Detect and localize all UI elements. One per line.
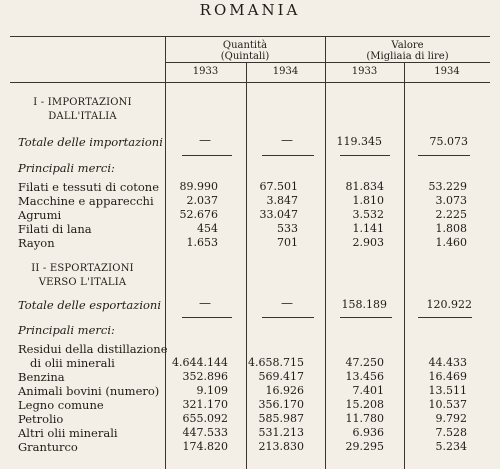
row-cell: 655.092	[182, 412, 228, 425]
export-total-cell: 158.189	[341, 298, 387, 311]
total-underline	[340, 317, 392, 318]
export-total-label: Totale delle esportazioni	[18, 298, 162, 312]
import-principal-label: Principali merci:	[18, 161, 115, 175]
row-label: Benzina	[18, 370, 65, 384]
row-cell: 3.532	[352, 208, 384, 221]
total-underline	[182, 317, 232, 318]
row-cell: 3.847	[266, 194, 298, 207]
row-label: Animali bovini (numero)	[18, 384, 160, 398]
row-cell: 6.936	[352, 426, 384, 439]
header-year-rule	[165, 62, 490, 63]
section-title-export-line2: VERSO L'ITALIA	[38, 277, 127, 288]
import-total-cell: —	[199, 133, 211, 147]
section-title-export-line1: II - ESPORTAZIONI	[31, 263, 134, 274]
header-valore-label: Valore	[391, 40, 424, 51]
header-valore-unit: (Migliaia di lire)	[366, 51, 449, 62]
row-label: Rayon	[18, 236, 55, 250]
header-year: 1933	[351, 66, 378, 77]
row-cell: 569.417	[258, 370, 304, 383]
total-underline	[418, 155, 470, 156]
row-cell: 52.676	[179, 208, 218, 221]
row-cell: 9.109	[196, 384, 228, 397]
row-cell: 447.533	[182, 426, 228, 439]
row-cell: 1.141	[352, 222, 384, 235]
row-label: Legno comune	[18, 398, 104, 412]
page-title: ROMANIA	[199, 1, 301, 19]
header-year: 1933	[192, 66, 219, 77]
row-cell: 89.990	[179, 180, 218, 193]
import-total-label: Totale delle importazioni	[18, 135, 163, 149]
header-year: 1934	[272, 66, 299, 77]
row-cell: 701	[277, 236, 298, 249]
export-total-cell: —	[281, 296, 293, 310]
row-label: Agrumi	[18, 208, 62, 222]
row-cell: 2.903	[352, 236, 384, 249]
row-cell: 1.653	[186, 236, 218, 249]
row-cell: 15.208	[345, 398, 384, 411]
total-underline	[262, 317, 314, 318]
row-cell: 9.792	[435, 412, 467, 425]
row-cell: 13.511	[428, 384, 467, 397]
row-cell: 1.808	[435, 222, 467, 235]
row-cell: 10.537	[428, 398, 467, 411]
export-total-cell: —	[199, 296, 211, 310]
row-label: Granturco	[18, 440, 78, 454]
row-label: Filati e tessuti di cotone	[18, 180, 160, 194]
header-quantita-unit: (Quintali)	[220, 51, 270, 62]
row-label-continuation: di olii minerali	[30, 356, 115, 370]
row-cell: 585.987	[258, 412, 304, 425]
row-cell: 3.073	[435, 194, 467, 207]
total-underline	[340, 155, 390, 156]
row-cell: 531.213	[258, 426, 304, 439]
export-total-cell: 120.922	[426, 298, 472, 311]
row-cell: 47.250	[345, 356, 384, 369]
row-cell: 16.469	[428, 370, 467, 383]
section-title-import-line1: I - IMPORTAZIONI	[33, 97, 132, 108]
row-cell: 213.830	[258, 440, 304, 453]
row-cell: 13.456	[345, 370, 384, 383]
row-cell: 5.234	[435, 440, 467, 453]
row-cell: 44.433	[428, 356, 467, 369]
total-underline	[262, 155, 314, 156]
row-cell: 29.295	[345, 440, 384, 453]
import-total-cell: —	[281, 133, 293, 147]
row-cell: 533	[277, 222, 298, 235]
row-cell: 11.780	[345, 412, 384, 425]
row-label: Macchine e apparecchi	[18, 194, 154, 208]
row-cell: 2.037	[186, 194, 218, 207]
header-valore	[325, 40, 490, 62]
header-top-rule	[10, 36, 490, 37]
section-title-import-line2: DALL'ITALIA	[48, 111, 117, 122]
row-label: Filati di lana	[18, 222, 92, 236]
section-title-import	[0, 96, 165, 124]
export-principal-label: Principali merci:	[18, 323, 115, 337]
row-cell: 81.834	[345, 180, 384, 193]
row-cell: 67.501	[259, 180, 298, 193]
row-cell: 53.229	[428, 180, 467, 193]
row-cell: 7.528	[435, 426, 467, 439]
row-cell: 16.926	[265, 384, 304, 397]
header-quantita-label: Quantità	[222, 40, 268, 51]
import-total-cell: 75.073	[429, 135, 468, 148]
row-cell: 33.047	[259, 208, 298, 221]
row-cell: 454	[197, 222, 218, 235]
row-label: Residui della distillazione	[18, 342, 168, 356]
row-label: Petrolio	[18, 412, 64, 426]
row-cell: 352.896	[182, 370, 228, 383]
header-year: 1934	[434, 66, 460, 77]
row-cell: 174.820	[182, 440, 228, 453]
total-underline	[418, 317, 472, 318]
row-cell: 7.401	[352, 384, 384, 397]
import-total-cell: 119.345	[336, 135, 382, 148]
total-underline	[182, 155, 232, 156]
row-label: Altri olii minerali	[18, 426, 118, 440]
row-cell: 1.810	[352, 194, 384, 207]
row-cell: 4.644.144	[172, 356, 228, 369]
header-bottom-rule	[10, 82, 490, 83]
header-quantita	[165, 40, 325, 62]
row-cell: 2.225	[435, 208, 467, 221]
section-title-export	[0, 262, 165, 290]
row-cell: 321.170	[182, 398, 228, 411]
row-cell: 1.460	[435, 236, 467, 249]
row-cell: 4.658.715	[248, 356, 304, 369]
row-cell: 356.170	[258, 398, 304, 411]
